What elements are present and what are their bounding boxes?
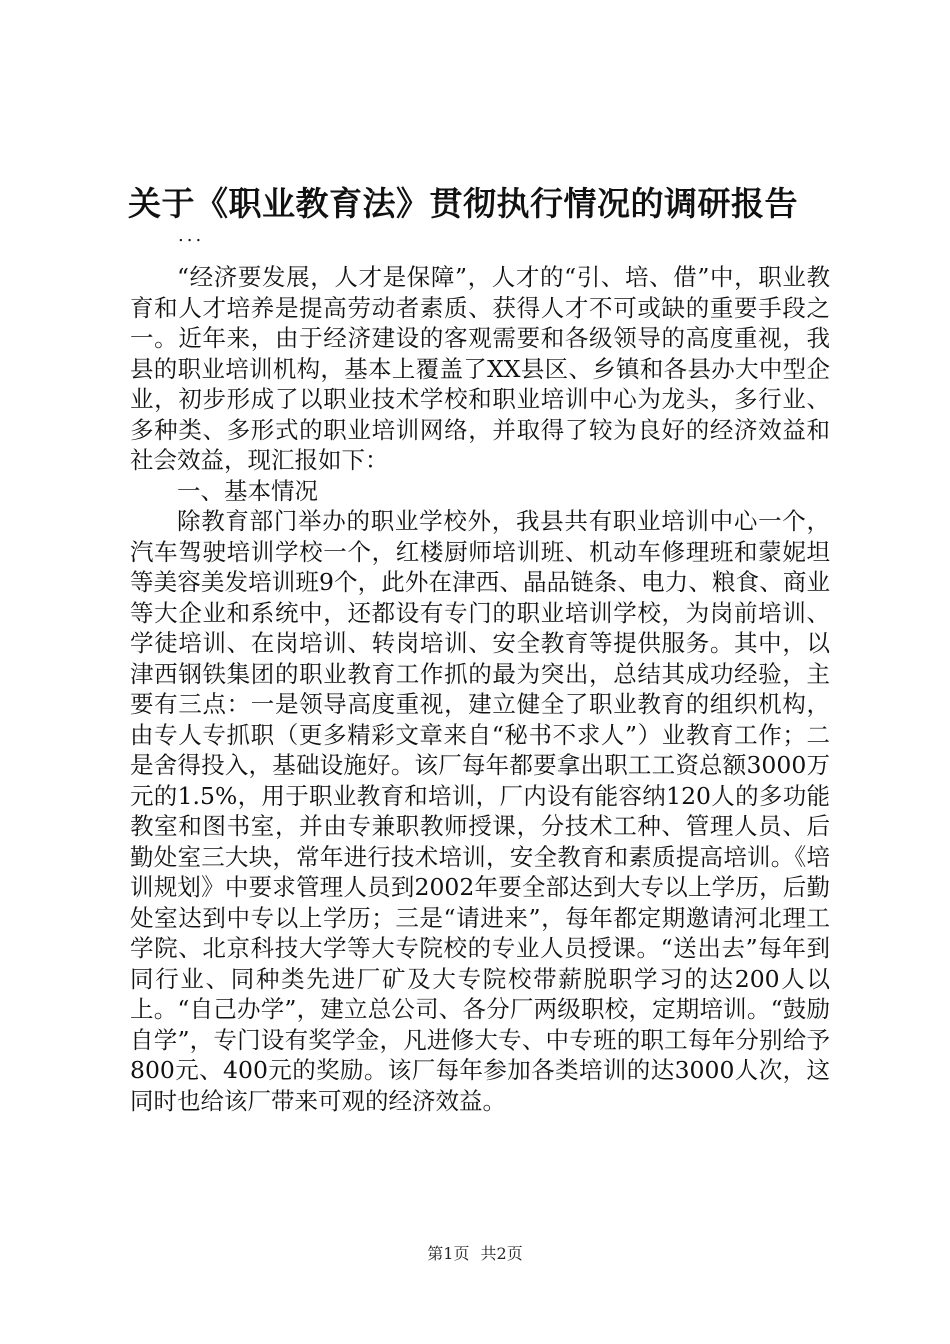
page-footer xyxy=(0,1244,950,1264)
page-number: 第1页 xyxy=(427,1244,470,1263)
intro-paragraph: “经济要发展，人才是保障”，人才的“引、培、借”中，职业教育和人才培养是提高劳动者素质、获得人才不可或缺的重要手段之一。近年来，由于经济建设的客观需要和各级领导的高度重视，我县的职业培训机构，基本上覆盖了XX县区、乡镇和各县办大中型企业，初步形成了以职业技术学校和职业培训中心为龙头，多行业、多种类、多形式的职业培训网络，并取得了较为良好的经济效益和社会效益，现汇报如下： xyxy=(130,263,830,474)
page-total: 共2页 xyxy=(480,1244,523,1263)
title-ellipsis: ... xyxy=(178,225,205,246)
section-heading: 一、基本情况 xyxy=(177,476,318,505)
document-title: 关于《职业教育法》贯彻执行情况的调研报告 xyxy=(128,184,798,223)
body-paragraph: 除教育部门举办的职业学校外，我县共有职业培训中心一个，汽车驾驶培训学校一个，红楼厨师培训班、机动车修理班和蒙妮坦等美容美发培训班9个，此外在津西、晶品链条、电力、粮食、商业等大企业和系统中，还都设有专门的职业培训学校，为岗前培训、学徒培训、在岗培训、转岗培训、安全教育等提供服务。其中，以津西钢铁集团的职业教育工作抓的最为突出，总结其成功经验，主要有三点：一是领导高度重视，建立健全了职业教育的组织机构，由专人专抓职（更多精彩文章来自“秘书不求人”）业教育工作；二是舍得投入，基础设施好。该厂每年都要拿出职工工资总额3000万元的1.5%，用于职业教育和培训，厂内设有能容纳120人的多功能教室和图书室，并由专兼职教师授课，分技术工种、管理人员、后勤处室三大块，常年进行技术培训，安全教育和素质提高培训。《培训规划》中要求管理人员到2002年要全部达到大专以上学历，后勤处室达到中专以上学历；三是“请进来”，每年都定期邀请河北理工学院、北京科技大学等大专院校的专业人员授课。“送出去”每年到同行业、同种类先进厂矿及大专院校带薪脱职学习的达200人以上。“自己办学”，建立总公司、各分厂两级职校，定期培训。“鼓励自学”，专门设有奖学金，凡进修大专、中专班的职工每年分别给予800元、400元的奖励。该厂每年参加各类培训的达3000人次，这同时也给该厂带来可观的经济效益。 xyxy=(130,507,830,1115)
document-body xyxy=(130,262,830,1116)
